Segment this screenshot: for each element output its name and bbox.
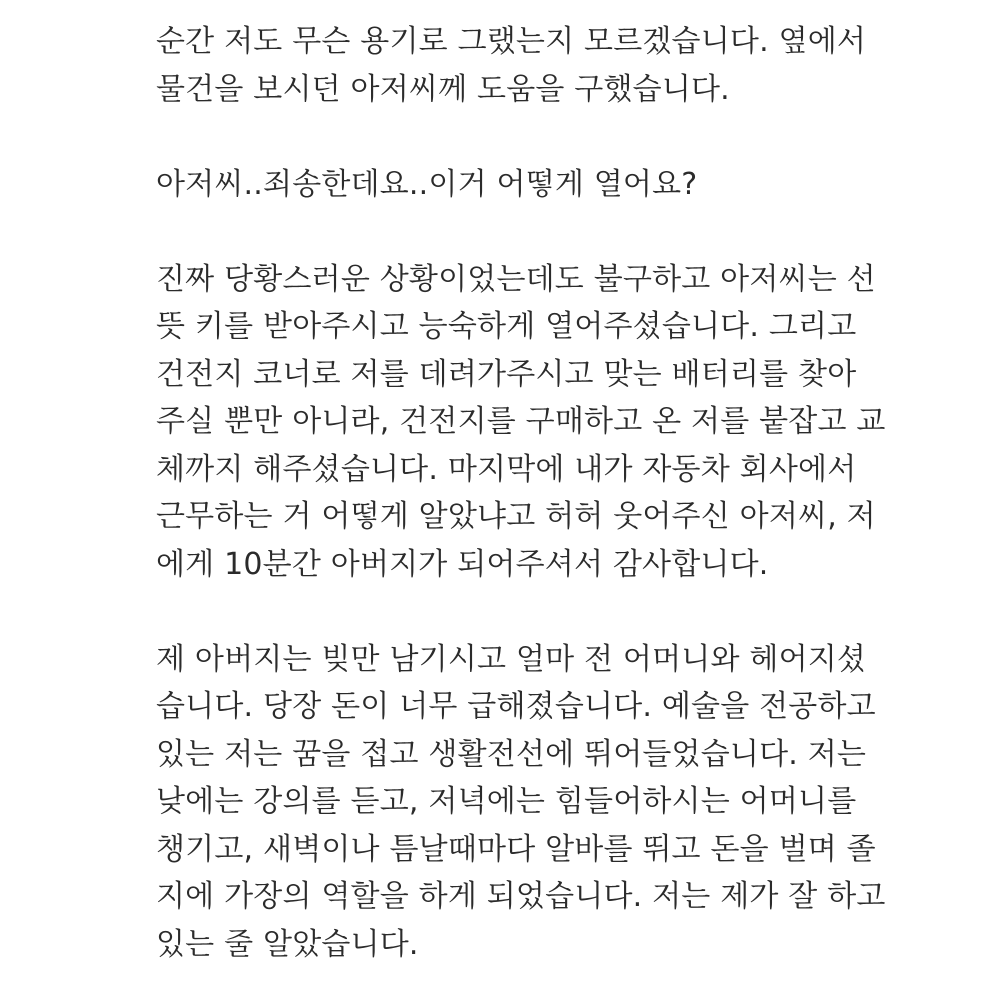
paragraph-2 — [156, 161, 856, 209]
text-line: 에게 10분간 아버지가 되어주셔서 감사합니다. — [156, 546, 769, 582]
paragraph-3 — [156, 256, 886, 589]
text-line: 물건을 보시던 아저씨께 도움을 구했습니다. — [156, 71, 730, 107]
text-line: 있는 줄 알았습니다. — [156, 926, 419, 962]
paragraph-gap — [156, 588, 856, 636]
text-line: 지에 가장의 역할을 하게 되었습니다. 저는 제가 잘 하고 — [156, 879, 886, 914]
text-line: 건전지 코너로 저를 데려가주시고 맞는 배터리를 찾아 — [156, 356, 857, 392]
text-line: 체까지 해주셨습니다. 마지막에 내가 자동차 회사에서 — [156, 451, 857, 487]
text-line: 순간 저도 무슨 용기로 그랬는지 모르겠습니다. 옆에서 — [156, 24, 867, 59]
text-line: 아저씨..죄송한데요..이거 어떻게 열어요? — [156, 166, 698, 202]
text-line: 근무하는 거 어떻게 알았냐고 허허 웃어주신 아저씨, 저 — [156, 499, 876, 534]
paragraph-gap — [156, 113, 856, 161]
text-line: 낮에는 강의를 듣고, 저녁에는 힘들어하시는 어머니를 — [156, 784, 857, 819]
text-line: 습니다. 당장 돈이 너무 급해졌습니다. 예술을 전공하고 — [156, 689, 876, 724]
text-line: 있는 저는 꿈을 접고 생활전선에 뛰어들었습니다. 저는 — [156, 736, 867, 772]
text-line: 주실 뿐만 아니라, 건전지를 구매하고 온 저를 붙잡고 교 — [156, 404, 886, 439]
paragraph-1 — [156, 18, 867, 113]
paragraph-4 — [156, 636, 886, 969]
paragraph-gap — [156, 208, 856, 256]
text-line: 챙기고, 새벽이나 틈날때마다 알바를 뛰고 돈을 벌며 졸 — [156, 831, 876, 867]
text-line: 뜻 키를 받아주시고 능숙하게 열어주셨습니다. 그리고 — [156, 309, 857, 344]
text-line: 제 아버지는 빚만 남기시고 얼마 전 어머니와 헤어지셨 — [156, 641, 867, 677]
text-line: 진짜 당황스러운 상황이었는데도 불구하고 아저씨는 선 — [156, 261, 876, 297]
article-text — [156, 18, 886, 968]
